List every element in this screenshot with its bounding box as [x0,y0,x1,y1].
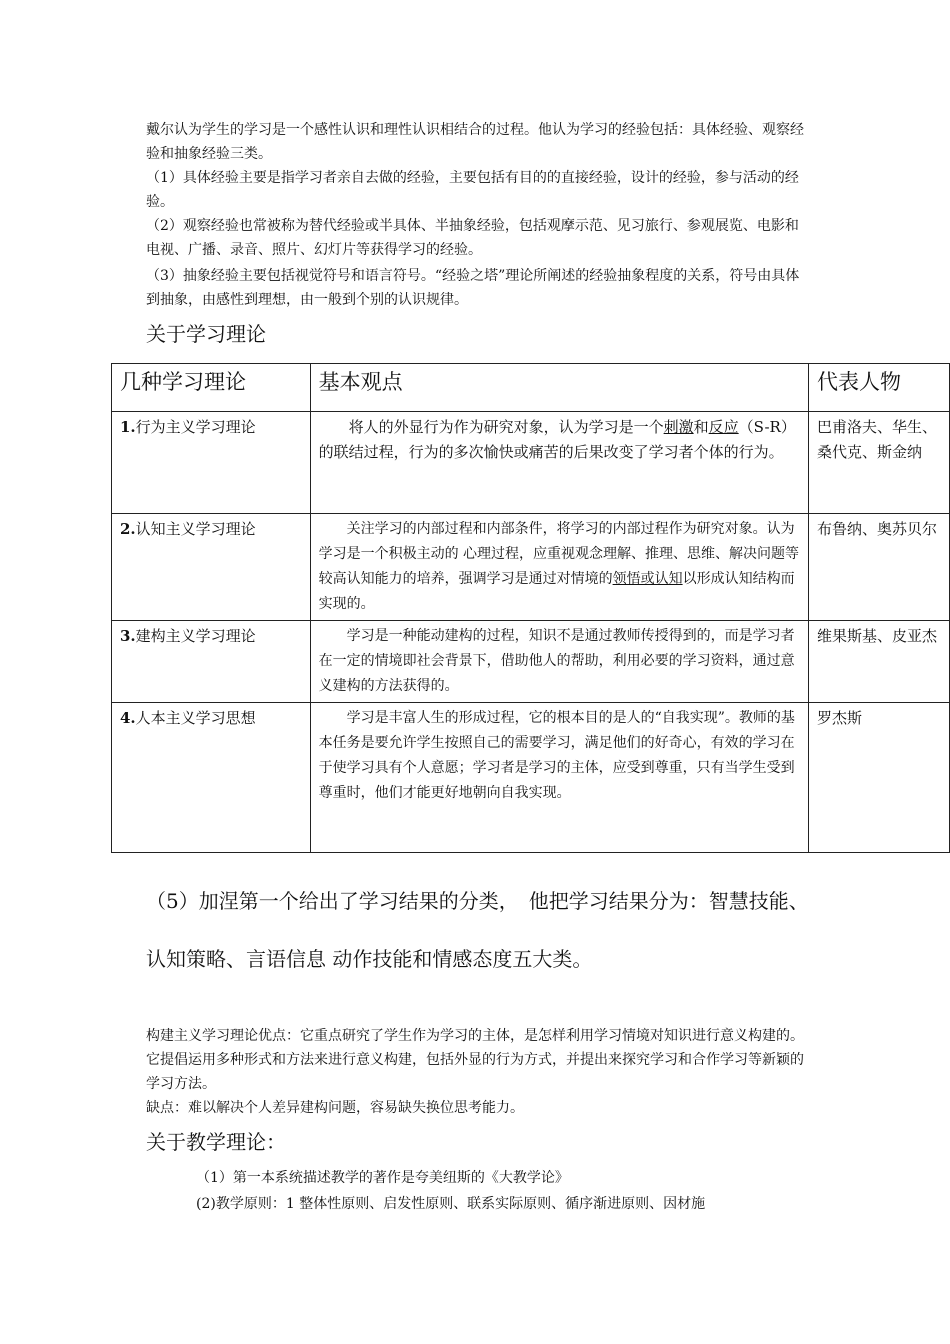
constructivism-cons: 缺点：难以解决个人差异建构问题，容易缺失换位思考能力。 [146,1100,524,1116]
table-row [112,412,950,514]
view-text: 以形成认知结构而实现的。 [318,571,795,612]
intro-paragraph-2: （1）具体经验主要是指学习者亲自去做的经验，主要包括有目的的直接经验，设计的经验，参与活动的经验。 [146,170,799,210]
people-cell: 巴甫洛夫、华生、桑代克、斯金纳 [809,412,950,514]
theory-name: 人本主义学习思想 [135,709,256,727]
section-heading-teaching: 关于教学理论： [146,1130,286,1154]
intro-paragraph-4: （3）抽象经验主要包括视觉符号和语言符号。“经验之塔”理论所阐述的经验抽象程度的关系，符号由具体到抽象，由感性到理想，由一般到个别的认识规律。 [146,268,800,308]
header-view: 基本观点 [310,364,808,412]
people-cell: 维果斯基、皮亚杰 [809,621,950,703]
learning-theory-table [111,363,950,853]
view-underlined: 反应 [708,418,739,436]
row-number: 2. [120,520,136,538]
row-number: 3. [120,627,136,645]
view-cell [310,412,808,514]
view-text: 将人的外显行为作为研究对象，认为学习是一个 [348,418,664,436]
theory-name-cell [112,621,311,703]
header-theory: 几种学习理论 [112,364,311,412]
constructivism-pros: 构建主义学习理论优点：它重点研究了学生作为学习的主体，是怎样利用学习情境对知识进行意义构建的。它提倡运用多种形式和方法来进行意义构建，包括外显的行为方式，并提出来探究学习和合作学习等新颖的学习方法。 [146,1028,804,1092]
theory-name: 行为主义学习理论 [135,418,256,436]
section-heading-learning: 关于学习理论 [146,322,266,346]
gagne-paragraph: （5）加涅第一个给出了学习结果的分类， 他把学习结果分为：智慧技能、认知策略、言语信息 动作技能和情感态度五大类。 [146,889,809,971]
intro-paragraph-1: 戴尔认为学生的学习是一个感性认识和理性认识相结合的过程。他认为学习的经验包括：具体经验、观察经验和抽象经验三类。 [146,122,804,162]
intro-paragraph-3: （2）观察经验也常被称为替代经验或半具体、半抽象经验，包括观摩示范、见习旅行、参观展览、电影和电视、广播、录音、照片、幻灯片等获得学习的经验。 [146,218,799,258]
theory-name-cell [112,514,311,621]
theory-name: 认知主义学习理论 [135,520,256,538]
view-underlined: 领悟或认知 [612,571,683,587]
view-cell: 学习是一种能动建构的过程，知识不是通过教师传授得到的，而是学习者在一定的情境即社会背景下，借助他人的帮助，利用必要的学习资料，通过意义建构的方法获得的。 [310,621,808,703]
theory-name: 建构主义学习理论 [135,627,256,645]
row-number: 1. [120,418,136,436]
teaching-item-2: (2)教学原则：1 整体性原则、启发性原则、联系实际原则、循序渐进原则、因材施 [196,1196,706,1212]
view-text: 关注学习的内部过程和内部条件，将学习的内部过程作为研究对象。认为学习是一个积极主动的 心理过程，应重视观念理解、推理、思维、解决问题等较高认知能力的培养，强调学习是通过对情境的 [318,521,800,587]
theory-name-cell [112,412,311,514]
table-row [112,514,950,621]
table-row [112,703,950,853]
table-row [112,621,950,703]
view-underlined: 刺激 [663,418,694,436]
view-cell [310,514,808,621]
people-cell: 罗杰斯 [809,703,950,853]
header-people: 代表人物 [809,364,950,412]
teaching-item-1: （1）第一本系统描述教学的著作是夸美纽斯的《大教学论》 [196,1170,569,1186]
people-cell: 布鲁纳、奥苏贝尔 [809,514,950,621]
table-header-row [112,364,950,412]
view-text: （S-R）的联结过程，行为的多次愉快或痛苦的后果改变了学习者个体的行为。 [318,418,796,461]
view-cell: 学习是丰富人生的形成过程，它的根本目的是人的“自我实现”。教师的基本任务是要允许学生按照自己的需要学习，满足他们的好奇心，有效的学习在于使学习具有个人意愿；学习者是学习的主体，应受到尊重，只有当学生受到尊重时，他们才能更好地朝向自我实现。 [310,703,808,853]
row-number: 4. [120,709,136,727]
theory-name-cell [112,703,311,853]
view-text: 和 [693,418,709,436]
